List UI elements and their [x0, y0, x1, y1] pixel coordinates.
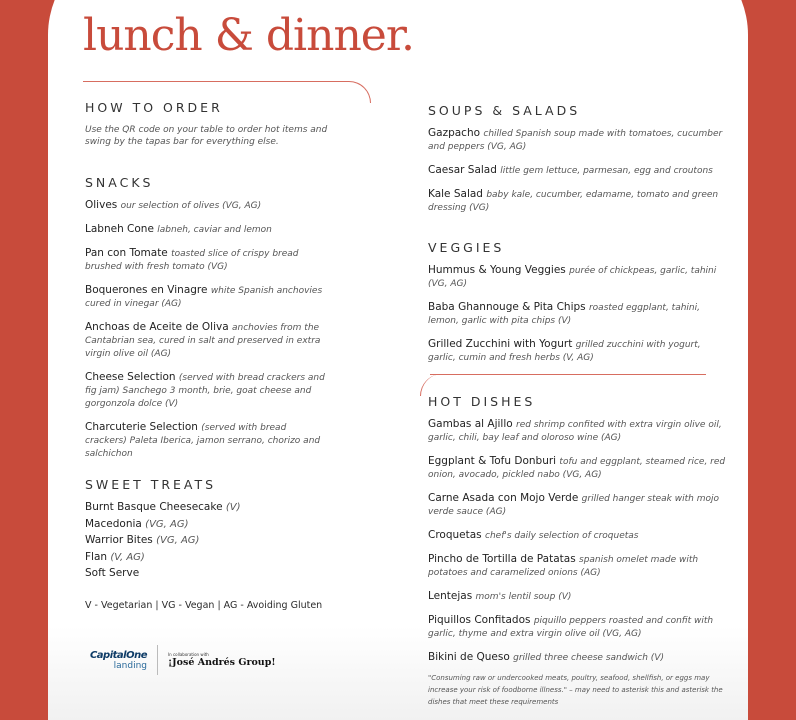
item-description: (served with bread crackers) Paleta Iberica, jamon serrano, chorizo and salchichon — [85, 423, 321, 459]
item-name: Pan con Tomate — [85, 247, 168, 259]
item-name: Boquerones en Vinagre — [85, 284, 208, 296]
item-name: Olives — [85, 199, 118, 211]
item-description: our selection of olives (VG, AG) — [120, 201, 262, 211]
divider-line — [420, 374, 708, 396]
item-description: (VG, AG) — [145, 518, 189, 530]
menu-item — [85, 501, 330, 514]
item-name: Bikini de Queso — [428, 651, 510, 663]
item-name: Baba Ghannouge & Pita Chips — [428, 301, 586, 313]
item-name: Gambas al Ajillo — [428, 418, 513, 430]
capital-one-landing-logo — [85, 650, 147, 671]
item-name: Grilled Zucchini with Yogurt — [428, 338, 573, 350]
menu-item — [428, 492, 728, 518]
menu-item — [85, 247, 330, 273]
item-description: red shrimp confited with extra virgin olive oil, garlic, chili, bay leaf and oloroso wine (AG) — [428, 420, 722, 443]
section-heading: HOT DISHES — [428, 394, 536, 409]
menu-item — [428, 127, 728, 153]
menu-item — [428, 455, 728, 481]
item-description: baby kale, cucumber, edamame, tomato and green dressing (VG) — [428, 190, 719, 213]
menu-item — [85, 199, 330, 212]
item-description: piquillo peppers roasted and confit with garlic, thyme and extra virgin olive oil (VG, AG) — [428, 616, 714, 639]
menu-item — [428, 418, 728, 444]
item-description: mom's lentil soup (V) — [475, 592, 572, 602]
section-heading: VEGGIES — [428, 240, 505, 255]
jag-text: ¡José Andrés Group! — [168, 657, 276, 668]
menu-item — [428, 614, 728, 640]
item-description: (served with bread crackers and fig jam) Sanchego 3 month, brie, goat cheese and gorgonzola dolce (V) — [85, 373, 325, 409]
item-name: Burnt Basque Cheesecake — [85, 501, 223, 513]
food-safety-note: "Consuming raw or undercooked meats, poultry, seafood, shellfish, or eggs may increase your risk of foodborne illness." – may need to asterisk this and asterisk the dishes that meet these requirements — [428, 674, 723, 706]
item-description: white Spanish anchovies cured in vinegar (AG) — [85, 286, 323, 309]
item-description: (V, AG) — [110, 551, 145, 563]
item-description: purée of chickpeas, garlic, tahini (VG, AG) — [428, 266, 717, 289]
menu-item — [85, 534, 330, 547]
menu-item — [428, 301, 728, 327]
item-name: Kale Salad — [428, 188, 483, 200]
item-name: Piquillos Confitados — [428, 614, 531, 626]
collab-text: In collaboration with — [168, 652, 209, 657]
section-heading: SOUPS & SALADS — [428, 103, 581, 118]
how-to-order-section — [85, 100, 330, 159]
menu-item — [428, 188, 728, 214]
item-description: roasted eggplant, tahini, lemon, garlic with pita chips (V) — [428, 303, 700, 326]
item-name: Pincho de Tortilla de Patatas — [428, 553, 576, 565]
footer-logos — [85, 645, 276, 675]
menu-item — [85, 371, 330, 410]
menu-item — [85, 321, 330, 360]
menu-item — [428, 590, 728, 603]
menu-item — [85, 421, 330, 460]
item-description: toasted slice of crispy bread brushed with fresh tomato (VG) — [85, 249, 299, 272]
item-description: grilled hanger steak with mojo verde sauce (AG) — [428, 494, 719, 517]
item-name: Warrior Bites — [85, 534, 153, 546]
menu-item — [428, 553, 728, 579]
item-name: Gazpacho — [428, 127, 481, 139]
logo-divider — [157, 645, 158, 675]
item-description: (V) — [225, 502, 241, 513]
item-description: grilled zucchini with yogurt, garlic, cumin and fresh herbs (V, AG) — [428, 340, 701, 363]
item-name: Lentejas — [428, 590, 473, 602]
item-name: Macedonia — [85, 517, 142, 530]
section-heading: HOW TO ORDER — [85, 100, 223, 115]
menu-item — [428, 264, 728, 290]
menu-item — [85, 223, 330, 236]
item-name: Flan — [85, 550, 108, 563]
section-heading: SNACKS — [85, 175, 154, 190]
soups-salads-section — [428, 103, 728, 225]
page-title: lunch & dinner. — [83, 10, 415, 61]
item-description: anchovies from the Cantabrian sea, cured in salt and preserved in extra virgin olive oil (AG) — [85, 323, 321, 359]
item-description: chef's daily selection of croquetas — [485, 531, 639, 541]
menu-item — [428, 529, 728, 542]
sweet-treats-section — [85, 477, 330, 611]
menu-item — [85, 567, 330, 580]
item-name: Labneh Cone — [85, 223, 154, 235]
item-name: Charcuterie Selection — [85, 421, 198, 433]
menu-item — [428, 338, 728, 364]
item-description: spanish omelet made with potatoes and caramelized onions (AG) — [428, 555, 699, 578]
landing-text: landing — [113, 660, 147, 671]
item-description: little gem lettuce, parmesan, egg and croutons — [500, 166, 713, 176]
item-name: Hummus & Young Veggies — [428, 264, 566, 276]
item-name: Soft Serve — [85, 567, 140, 579]
menu-item — [428, 164, 728, 177]
item-description: (VG, AG) — [156, 535, 200, 546]
item-description: tofu and eggplant, steamed rice, red onion, avocado, pickled nabo (VG, AG) — [428, 457, 726, 480]
item-name: Caesar Salad — [428, 164, 497, 176]
item-description: chilled Spanish soup made with tomatoes, cucumber and peppers (VG, AG) — [428, 129, 723, 152]
item-name: Anchoas de Aceite de Oliva — [85, 321, 229, 333]
menu-item — [85, 284, 330, 310]
hot-dishes-section — [428, 394, 728, 708]
item-name: Eggplant & Tofu Donburi — [428, 455, 557, 467]
menu-item — [428, 651, 728, 664]
item-name: Carne Asada con Mojo Verde — [428, 492, 579, 504]
dietary-legend: V - Vegetarian | VG - Vegan | AG - Avoiding Gluten — [85, 600, 323, 611]
item-description: grilled three cheese sandwich (V) — [513, 653, 664, 663]
capital-one-logo: CapitalOne — [89, 649, 147, 661]
jose-andres-group-logo — [168, 652, 276, 668]
how-to-order-text: Use the QR code on your table to order hot items and swing by the tapas bar for everything else. — [85, 125, 328, 147]
item-name: Croquetas — [428, 529, 482, 541]
menu-item — [85, 518, 330, 531]
menu-item — [85, 551, 330, 564]
snacks-section — [85, 175, 330, 471]
section-heading: SWEET TREATS — [85, 477, 217, 492]
item-name: Cheese Selection — [85, 371, 176, 383]
veggies-section — [428, 240, 728, 375]
item-description: labneh, caviar and lemon — [157, 225, 272, 235]
